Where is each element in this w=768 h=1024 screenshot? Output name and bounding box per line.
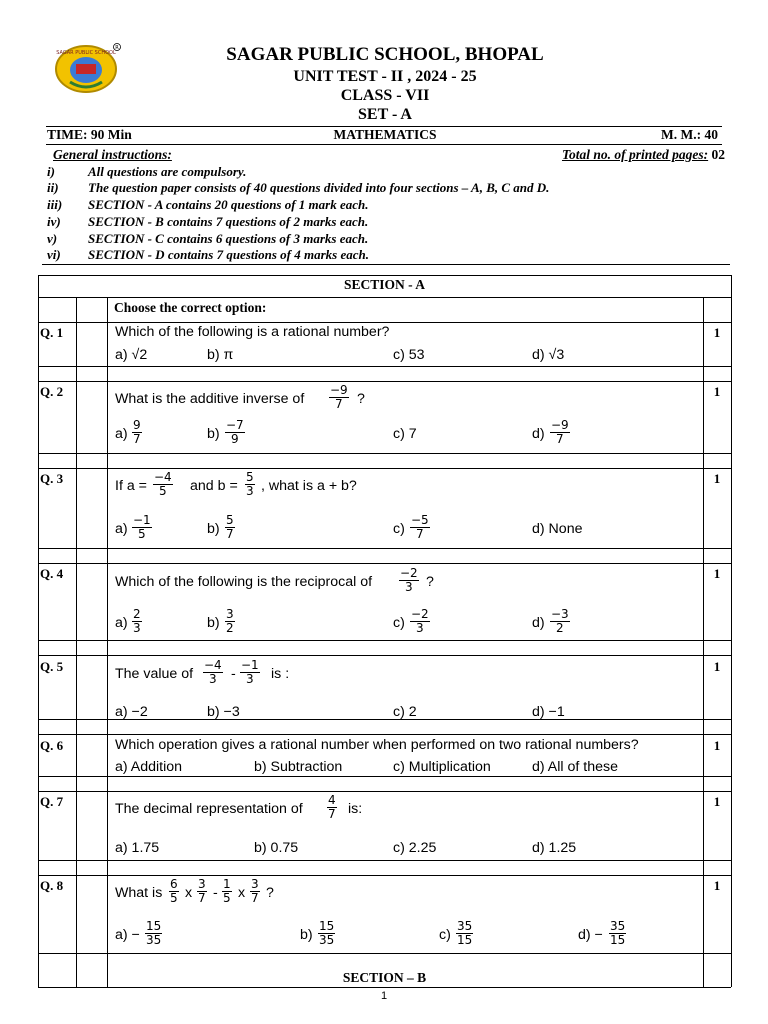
instruction-number: vi): [47, 247, 61, 262]
numerator: 5: [226, 513, 234, 527]
denominator: 3: [246, 672, 254, 686]
fraction: [225, 419, 245, 446]
denominator: 2: [556, 621, 564, 635]
option-c: c) 2: [393, 704, 417, 720]
option-d: d): [532, 615, 545, 631]
option-c: c): [393, 521, 405, 537]
numerator: 35: [610, 919, 626, 933]
question-marks: 1: [713, 384, 721, 399]
option-b: b): [207, 426, 220, 442]
question-number: Q. 7: [40, 794, 64, 809]
numerator: −2: [411, 607, 429, 621]
numerator: 3: [198, 877, 206, 891]
question-text: x: [185, 885, 193, 901]
instruction-text: SECTION - B contains 7 questions of 2 marks each.: [88, 214, 369, 229]
option-b: b) −3: [207, 704, 240, 720]
question-number: Q. 3: [40, 471, 64, 486]
denominator: 5: [138, 527, 146, 541]
option-c: c) Multiplication: [393, 759, 491, 775]
denominator: 35: [319, 933, 335, 947]
question-text: The decimal representation of: [115, 801, 303, 817]
fraction: [550, 608, 570, 635]
numerator: −9: [330, 383, 348, 397]
option-a: a) −: [115, 927, 140, 943]
numerator: −4: [204, 658, 222, 672]
question-text: and b =: [190, 478, 238, 494]
question-text: x: [238, 885, 246, 901]
denominator: 3: [405, 580, 413, 594]
option-b: b) π: [207, 347, 234, 363]
instruction-text: SECTION - A contains 20 questions of 1 mark each.: [88, 197, 369, 212]
option-c: c): [439, 927, 451, 943]
numerator: 3: [226, 607, 234, 621]
fraction: [245, 471, 255, 498]
denominator: 35: [146, 933, 162, 947]
question-marks: 1: [713, 659, 721, 674]
question-text: is :: [271, 666, 290, 682]
numerator: 6: [170, 877, 178, 891]
instruction-text: SECTION - D contains 7 questions of 4 marks each.: [88, 247, 369, 262]
fraction: [399, 567, 419, 594]
printed-pages: [535, 147, 725, 163]
question-marks: 1: [713, 794, 721, 809]
fraction: [197, 878, 207, 905]
school-logo: [50, 42, 122, 94]
fraction: [410, 608, 430, 635]
fraction: [550, 419, 570, 446]
question-marks: 1: [713, 738, 721, 753]
general-instructions-heading: General instructions:: [53, 147, 172, 162]
numerator: 9: [133, 418, 141, 432]
denominator: 5: [170, 891, 178, 905]
question-marks: 1: [713, 325, 721, 340]
fraction: [225, 608, 235, 635]
option-a: a): [115, 615, 128, 631]
denominator: 7: [133, 432, 141, 446]
divider: [46, 144, 722, 145]
question-number: Q. 1: [40, 325, 64, 340]
test-name: UNIT TEST - II , 2024 - 25: [293, 68, 477, 85]
denominator: 15: [457, 933, 473, 947]
section-a-subtitle: Choose the correct option:: [114, 300, 267, 315]
instruction-text: SECTION - C contains 6 questions of 3 marks each.: [88, 231, 369, 246]
option-a: a): [115, 426, 128, 442]
numerator: −1: [241, 658, 259, 672]
option-d: d) −: [578, 927, 603, 943]
section-b-title: SECTION – B: [342, 970, 427, 985]
question-text: The value of: [115, 666, 194, 682]
option-b: b): [300, 927, 313, 943]
option-c: c) 7: [393, 426, 417, 442]
instruction-number: v): [47, 231, 58, 246]
set-name: SET - A: [358, 106, 412, 123]
fraction: [169, 878, 179, 905]
denominator: 7: [556, 432, 564, 446]
question-marks: 1: [713, 566, 721, 581]
fraction: [145, 920, 162, 947]
section-a-title: SECTION - A: [343, 277, 426, 292]
divider: [42, 264, 730, 265]
numerator: −1: [133, 513, 151, 527]
question-marks: 1: [713, 878, 721, 893]
numerator: 35: [457, 919, 473, 933]
question-number: Q. 8: [40, 878, 64, 893]
svg-text:R: R: [115, 45, 119, 51]
fraction: [250, 878, 260, 905]
option-a: a) Addition: [115, 759, 183, 775]
denominator: 2: [226, 621, 234, 635]
question-text: -: [213, 885, 218, 901]
question-number: Q. 6: [40, 738, 64, 753]
option-d: d) √3: [532, 347, 565, 363]
option-b: b): [207, 615, 220, 631]
fraction: [240, 659, 260, 686]
denominator: 3: [209, 672, 217, 686]
numerator: −3: [551, 607, 569, 621]
question-text: What is: [115, 885, 163, 901]
option-a: a) −2: [115, 704, 148, 720]
denominator: 5: [159, 484, 167, 498]
question-text: is:: [348, 801, 363, 817]
fraction: [456, 920, 473, 947]
numerator: −7: [226, 418, 244, 432]
instruction-number: ii): [47, 180, 59, 195]
fraction: [203, 659, 223, 686]
numerator: 2: [133, 607, 141, 621]
instruction-text: All questions are compulsory.: [88, 164, 247, 179]
page-number: 1: [380, 990, 388, 1002]
denominator: 5: [223, 891, 231, 905]
numerator: 15: [146, 919, 162, 933]
question-text: Which of the following is the reciprocal of: [115, 574, 373, 590]
fraction: [225, 514, 235, 541]
denominator: 7: [416, 527, 424, 541]
denominator: 7: [198, 891, 206, 905]
fraction: [132, 608, 142, 635]
question-text: Which operation gives a rational number when performed on two rational numbers?: [115, 737, 639, 753]
question-text: ?: [266, 885, 274, 901]
numerator: −4: [154, 470, 172, 484]
question-number: Q. 5: [40, 659, 64, 674]
fraction: [609, 920, 626, 947]
school-crest-icon: [50, 42, 122, 94]
option-d: d) −1: [532, 704, 565, 720]
question-text: -: [231, 666, 236, 682]
denominator: 15: [610, 933, 626, 947]
class-name: CLASS - VII: [340, 87, 430, 104]
denominator: 7: [328, 807, 336, 821]
option-d: d): [532, 426, 545, 442]
printed-pages-value: 02: [708, 147, 725, 162]
logo-text: SAGAR PUBLIC SCHOOL: [56, 50, 116, 56]
denominator: 3: [246, 484, 254, 498]
denominator: 7: [335, 397, 343, 411]
question-text: If a =: [115, 478, 147, 494]
question-text: Which of the following is a rational number?: [115, 324, 390, 340]
fraction: [132, 514, 152, 541]
option-b: b) Subtraction: [254, 759, 343, 775]
option-a: a) 1.75: [115, 840, 160, 856]
option-c: c): [393, 615, 405, 631]
fraction: [410, 514, 430, 541]
option-b: b): [207, 521, 220, 537]
fraction: [327, 794, 337, 821]
option-c: c) 53: [393, 347, 425, 363]
numerator: 3: [251, 877, 259, 891]
question-text: What is the additive inverse of: [115, 391, 305, 407]
printed-pages-label: Total no. of printed pages:: [561, 147, 709, 162]
question-text: , what is a + b?: [261, 478, 357, 494]
fraction: [318, 920, 335, 947]
question-text: ?: [426, 574, 434, 590]
instruction-number: iv): [47, 214, 61, 229]
time-label: TIME: 90 Min: [47, 127, 132, 142]
option-d: d) 1.25: [532, 840, 577, 856]
option-d: d) All of these: [532, 759, 618, 775]
numerator: 15: [319, 919, 335, 933]
numerator: −2: [400, 566, 418, 580]
option-c: c) 2.25: [393, 840, 437, 856]
denominator: 7: [226, 527, 234, 541]
denominator: 3: [133, 621, 141, 635]
question-number: Q. 2: [40, 384, 64, 399]
numerator: −9: [551, 418, 569, 432]
instruction-number: i): [47, 164, 55, 179]
fraction: [329, 384, 349, 411]
max-marks-label: M. M.: 40: [661, 127, 718, 142]
fraction: [222, 878, 232, 905]
fraction: [132, 419, 142, 446]
subject-label: MATHEMATICS: [333, 127, 437, 142]
numerator: 4: [328, 793, 336, 807]
option-b: b) 0.75: [254, 840, 299, 856]
numerator: 5: [246, 470, 254, 484]
denominator: 3: [416, 621, 424, 635]
instruction-text: The question paper consists of 40 questions divided into four sections – A, B, C and D.: [88, 180, 550, 195]
numerator: 1: [223, 877, 231, 891]
instruction-number: iii): [47, 197, 63, 212]
option-a: a): [115, 521, 128, 537]
question-number: Q. 4: [40, 566, 64, 581]
option-d: d) None: [532, 521, 583, 537]
numerator: −5: [411, 513, 429, 527]
question-text: ?: [357, 391, 365, 407]
denominator: 7: [251, 891, 259, 905]
option-a: a) √2: [115, 347, 148, 363]
fraction: [153, 471, 173, 498]
school-name: SAGAR PUBLIC SCHOOL, BHOPAL: [226, 44, 544, 65]
question-marks: 1: [713, 471, 721, 486]
denominator: 9: [231, 432, 239, 446]
